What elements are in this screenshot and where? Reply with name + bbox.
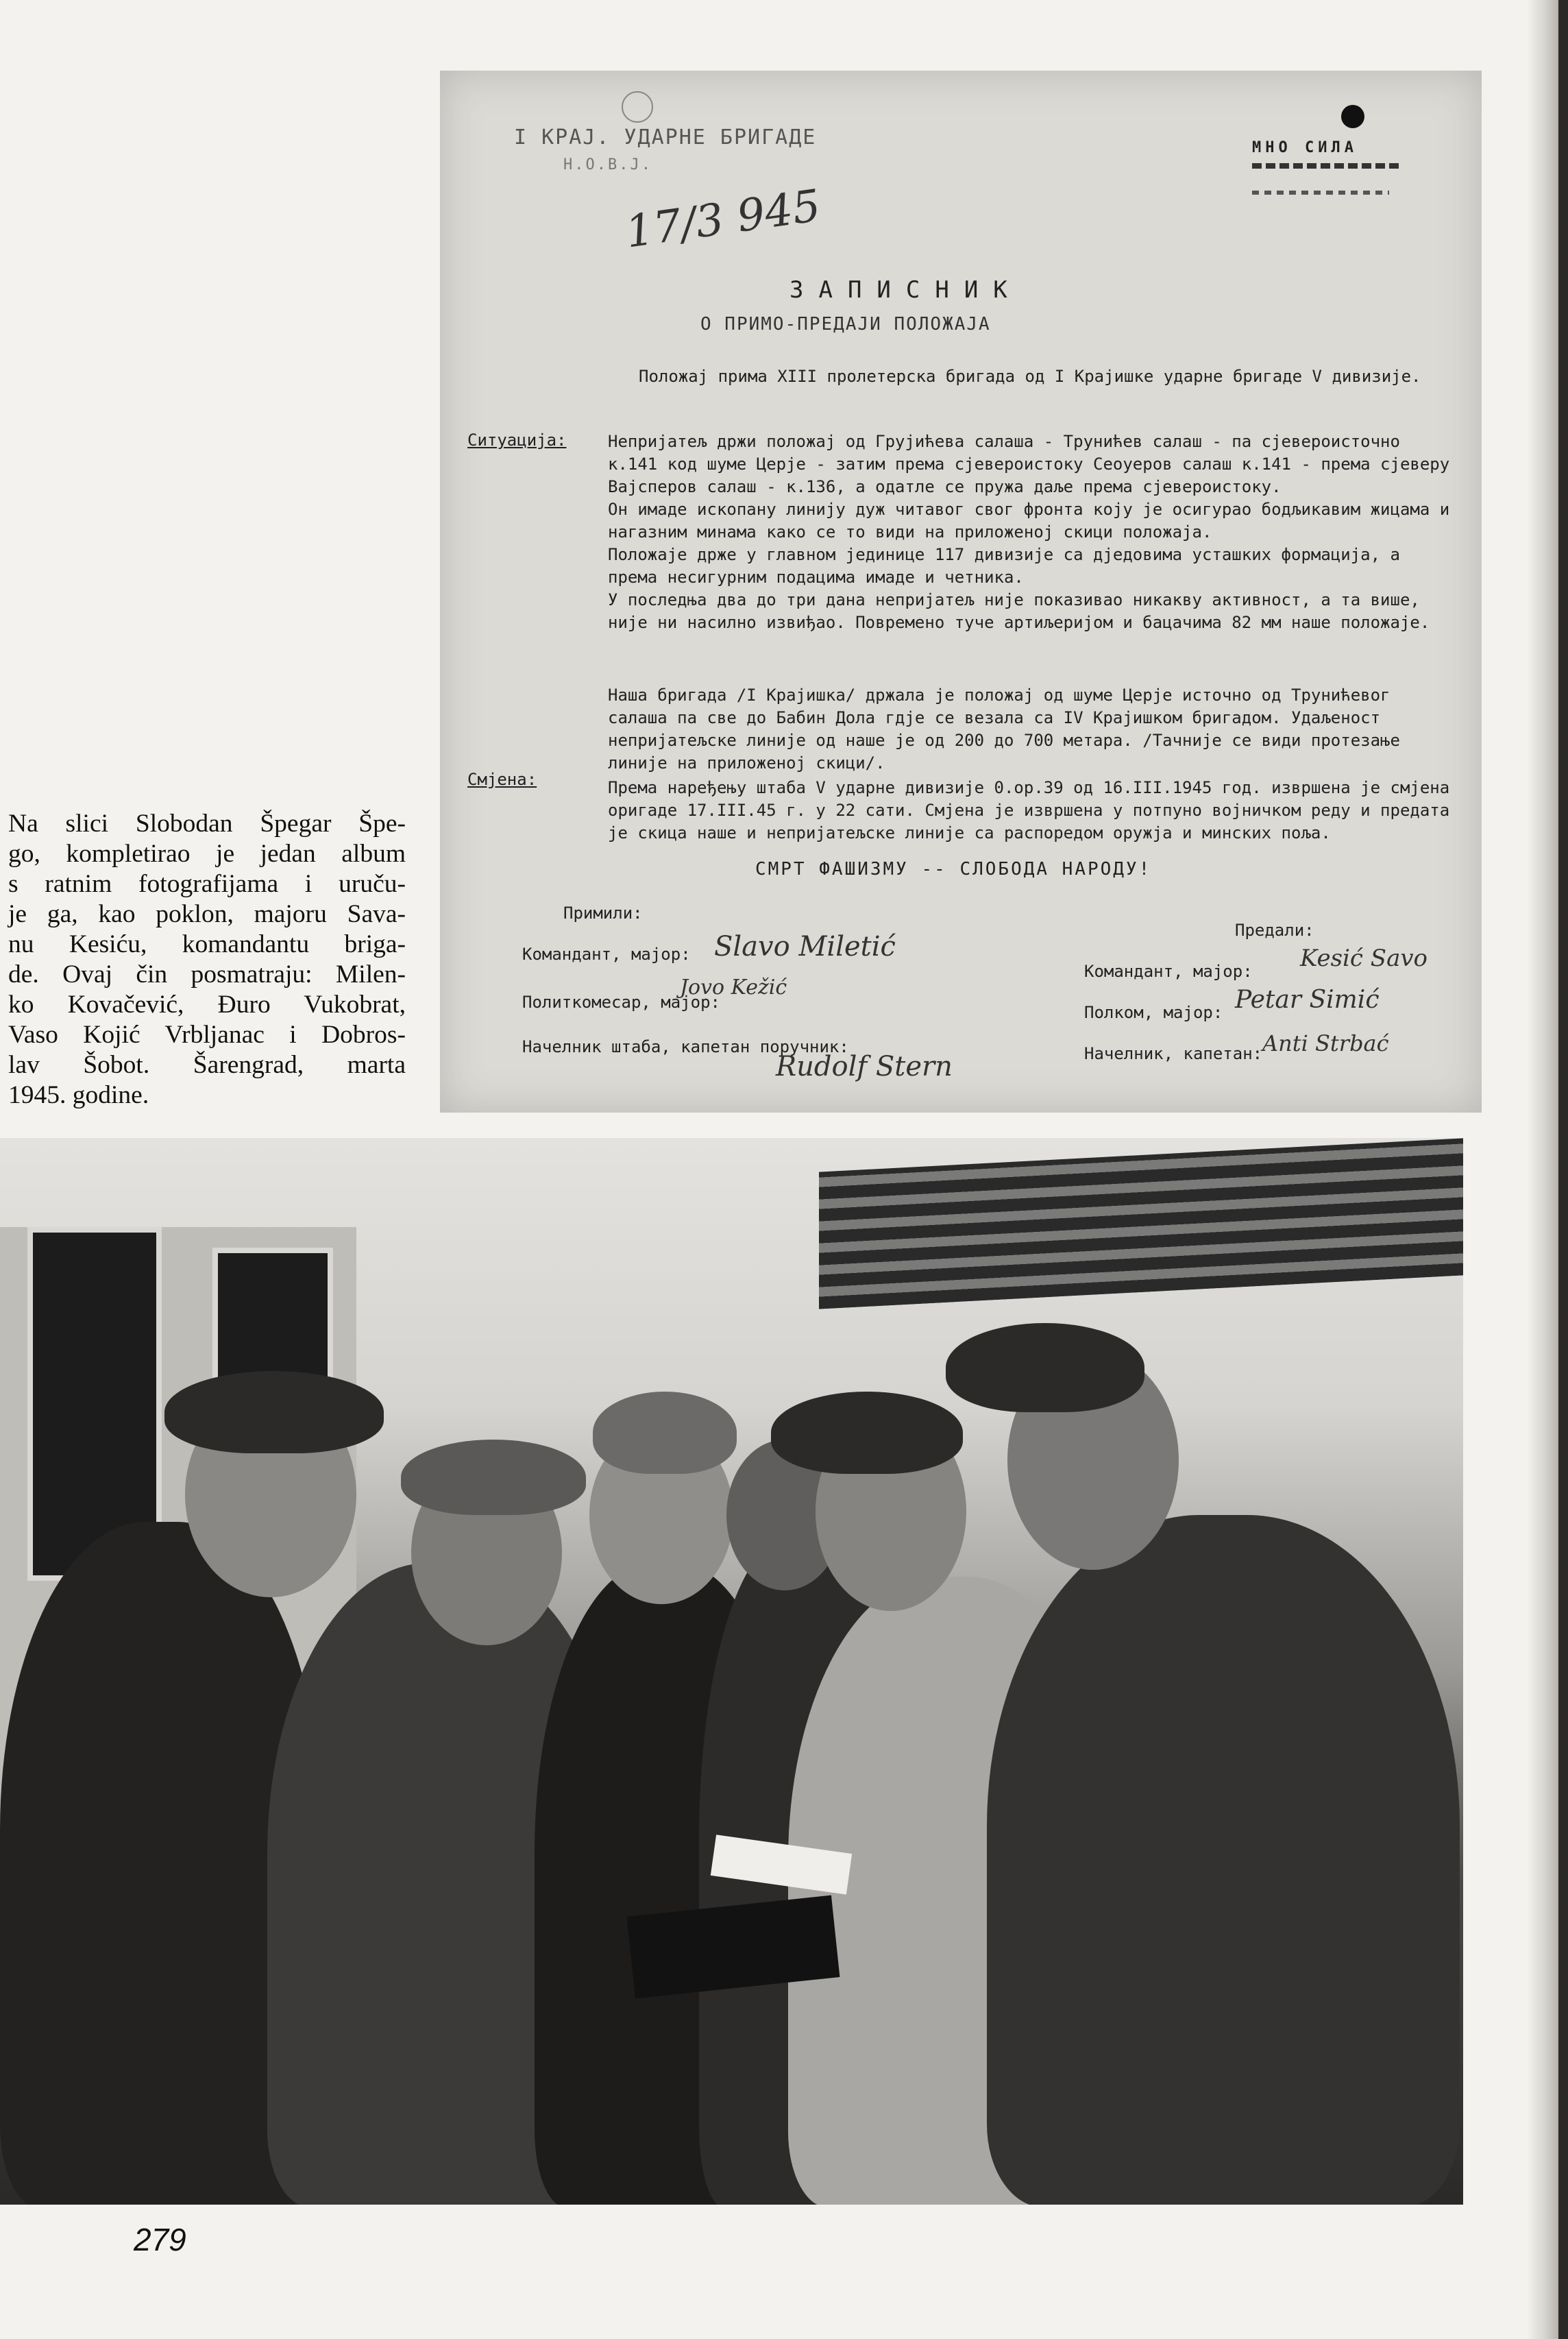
change-text: Према наређењу штаба V ударне дивизије 0.ор.39 од 16.III.1945 год. извршена је смјена оригаде 17.III.45 г. у 22 сати. Смјена је извршена у потпуно војничком реду и предата је скица наше и непријатељске линије са распоредом оружја и минских поља. [608, 778, 1460, 843]
right-commander-label: Командант, мајор: [1084, 962, 1253, 981]
handwritten-date: 17/3 945 [622, 180, 824, 258]
stamp-text: МНО СИЛА [1252, 139, 1358, 156]
document-header-sub: Н.О.В.Ј. [563, 156, 652, 173]
caption-line: s ratnim fotografijama i uruču- [8, 870, 406, 898]
emblem-icon [622, 91, 653, 123]
right-deputy-label: Полком, мајор: [1084, 1003, 1223, 1022]
stamp-line-icon [1252, 163, 1403, 169]
our-brigade-text: Наша бригада /I Крајишка/ држала је положај од шуме Церје источно од Трунићевог салаша па све до Бабин Дола гдје се везала са IV Крајишком бригадом. Удаљеност непријатељске линије од наше је од 200 до 700 метара. /Тачније се види протезање линије на приложеној скици/. [608, 686, 1410, 773]
received-label: Примили: [563, 904, 643, 923]
photo-caption [8, 809, 406, 1111]
caption-line: Na slici Slobodan Špegar Špe- [8, 810, 406, 838]
page-number: 279 [134, 2222, 186, 2257]
page-edge-shadow [1558, 0, 1568, 2339]
caption-line: nu Kesiću, komandantu briga- [8, 930, 406, 958]
signature-6: Anti Strbać [1262, 1030, 1389, 1056]
document-slogan: СМРТ ФАШИЗМУ -- СЛОБОДА НАРОДУ! [755, 859, 1152, 880]
caption-line: de. Ovaj čin posmatraju: Milen- [8, 960, 406, 989]
signature-2: Jovo Kežić [680, 975, 787, 999]
caption-line: 1945. godine. [8, 1081, 149, 1109]
situation-label: Ситуација: [467, 431, 567, 450]
situation-text: Непријатељ држи положај од Грујићева салаша - Трунићев салаш - па сјевероисточно к.141 код шуме Церје - затим према сјевероистоку Сеоуеров салаш к.141 - према сјеверу Вајсперов салаш - к.136, а одатле се пружа даље према сјевероистоку. Он имаде ископану линију дуж читавог свог фронта коју је осигурао бодљикавим жицама и нагазним минама како се то види на приложеној скици положаја. Положаје држе у главном јединице 117 дивизије са дједовима усташких формација, а према несигурним подацима имаде и четника. У последња два до три дана непријатељ није показивао никакву активност, а та више, није ни насилно извиђао. Повремено туче артиљеријом и бацачима 82 мм наше положаје. [608, 432, 1450, 632]
right-chief-label: Начелник, капетан: [1084, 1044, 1263, 1063]
signature-3: Rudolf Stern [776, 1051, 953, 1082]
left-commander-label: Командант, мајор: [522, 945, 691, 964]
signature-4: Kesić Savo [1300, 945, 1428, 972]
document-subtitle: О ПРИМО-ПРЕДАЈИ ПОЛОЖАЈА [700, 314, 991, 335]
soldier-cap [593, 1392, 737, 1474]
handed-label: Предали: [1235, 921, 1314, 940]
left-commissar-label: Политкомесар, мајор: [522, 993, 720, 1012]
caption-line: Vaso Kojić Vrbljanac i Dobros- [8, 1021, 406, 1049]
group-photo [0, 1138, 1463, 2205]
caption-line: je ga, kao poklon, majoru Sava- [8, 900, 406, 928]
document-photo [440, 71, 1482, 1113]
soldier-cap [401, 1440, 586, 1515]
caption-line: lav Šobot. Šarengrad, marta [8, 1051, 406, 1079]
document-header: I КРАЈ. УДАРНЕ БРИГАДЕ [514, 125, 817, 149]
document-intro: Положај прима XIII пролетерска бригада од I Крајишке ударне бригаде V дивизије. [639, 367, 1421, 386]
soldier-cap [164, 1371, 384, 1453]
change-label: Смјена: [467, 770, 537, 789]
stamp-line-icon [1252, 191, 1389, 195]
signature-1: Slavo Miletić [714, 931, 896, 962]
soldier-figure [987, 1515, 1460, 2205]
caption-line: go, kompletirao je jedan album [8, 840, 406, 868]
soldier-cap [946, 1323, 1144, 1412]
stamp-icon [1341, 105, 1364, 128]
signature-5: Petar Simić [1235, 986, 1380, 1014]
document-content [440, 71, 1482, 1113]
soldier-cap [771, 1392, 963, 1474]
caption-line: ko Kovačević, Đuro Vukobrat, [8, 991, 406, 1019]
left-chief-label: Начелник штаба, капетан поручник: [522, 1037, 849, 1056]
document-title: ЗАПИСНИК [789, 276, 1022, 304]
roof-tiles [819, 1138, 1463, 1309]
